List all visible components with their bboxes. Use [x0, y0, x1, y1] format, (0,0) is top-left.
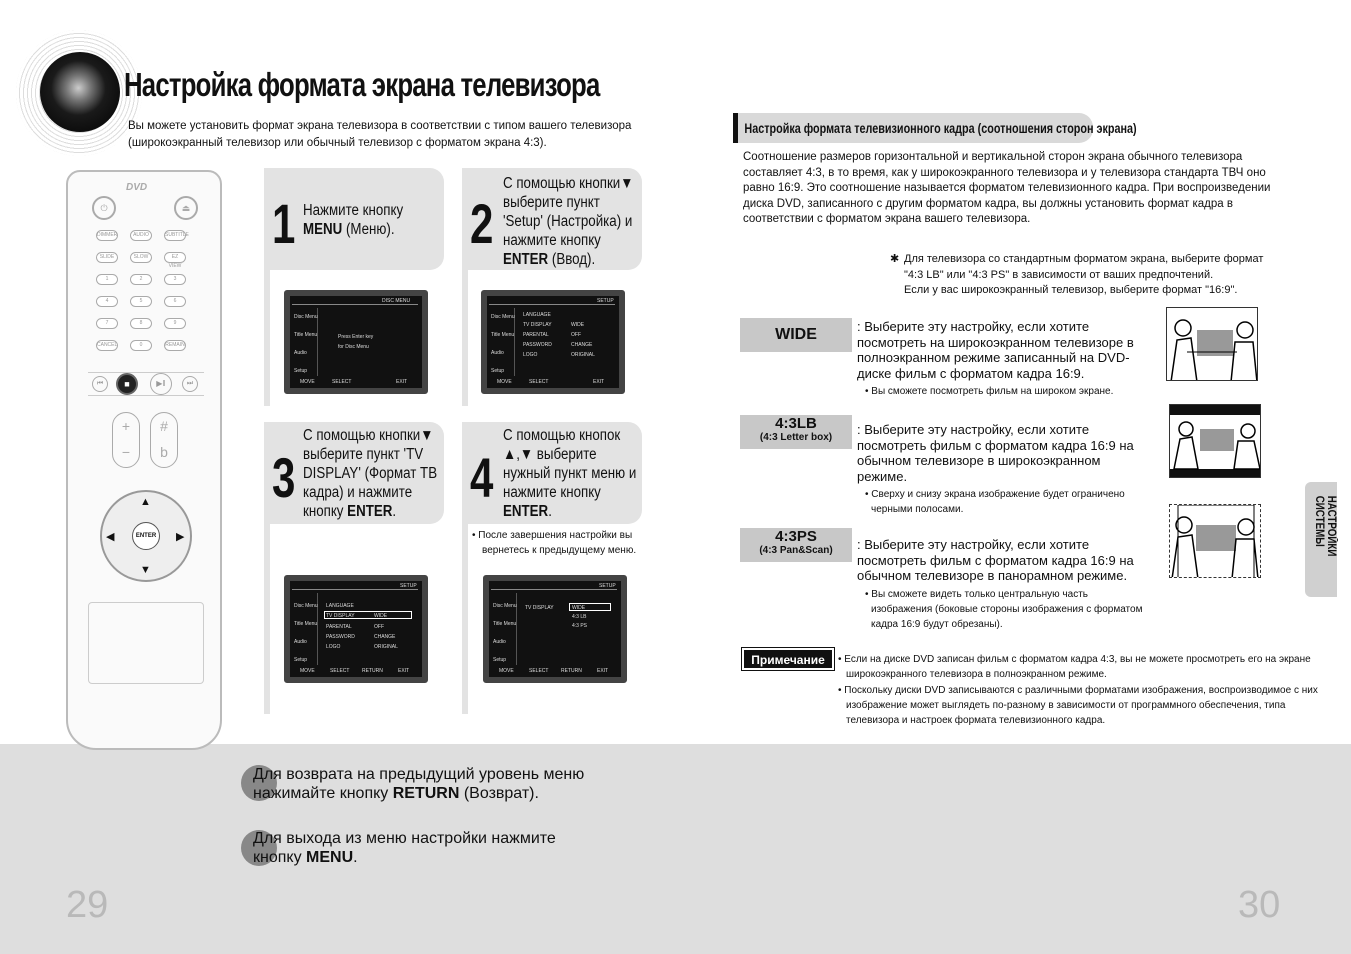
screen-3-side-item: Title Menu: [294, 621, 318, 627]
screen-step-4: [483, 575, 627, 683]
note-item: • Поскольку диски DVD записываются с различными форматами изображения, воспроизводимое с них изображение может выглядеть по-разному в зависимости от программного обеспечения, типа телевизора и настроек формата телевизионного кадра.: [838, 684, 1318, 727]
remote-button: DIMMER: [96, 230, 118, 241]
format-lb-label: [740, 415, 852, 449]
exit-hint: Для выхода из меню настройки нажмите кнопку MENU.: [253, 830, 556, 866]
screen-3-row: CHANGE: [374, 634, 396, 640]
screen-4-side-item: Title Menu: [493, 621, 517, 627]
step-2-text: С помощью кнопки▼ выберите пункт 'Setup' (Настройка) и нажмите кнопку ENTER (Ввод).: [503, 175, 634, 268]
format-wide-note: • Вы сможете посмотреть фильм на широком экране.: [865, 386, 1114, 397]
screen-4-footer: RETURN: [561, 668, 582, 674]
eject-icon: ⏏: [174, 196, 198, 220]
format-wide-desc-block: [857, 319, 1147, 399]
screen-2-side-item: Title Menu: [491, 332, 515, 338]
section-paragraph: Соотношение размеров горизонтальной и вертикальной сторон экрана обычного телевизора составляет 4:3, в то время, как у широкоэкранного телевизора и у телевизора стандарта ТВЧ оно равно 16:9. Это соотношение называется форматом телевизионного кадра. При воспроизведении диска DVD, записанного с другим форматом кадра, вы должны установить формат кадра в соответствии с форматом экрана вашего телевизора.: [743, 151, 1271, 225]
screen-3-footer: RETURN: [362, 668, 383, 674]
return-hint: Для возврата на предыдущий уровень меню нажимайте кнопку RETURN (Возврат).: [253, 766, 585, 802]
screen-4-side-item: Setup: [493, 657, 507, 663]
format-lb-desc-block: [857, 422, 1147, 517]
note-list: [838, 652, 1338, 728]
screen-1-side-item: Disc Menu: [294, 314, 318, 320]
screen-4-side-item: Audio: [493, 639, 506, 645]
step-4-note: • После завершения настройки вы вернетесь к предыдущему меню.: [472, 530, 637, 556]
step-3-number: 3: [272, 446, 296, 509]
next-icon: ⏭: [182, 376, 198, 392]
screen-2-row: TV DISPLAY: [523, 322, 552, 328]
screen-3-footer: SELECT: [330, 668, 350, 674]
speaker-icon: [40, 52, 120, 132]
screen-3-row: LOGO: [326, 644, 341, 650]
screen-3-row: ORIGINAL: [374, 644, 398, 650]
format-wide-label: WIDE: [740, 318, 852, 352]
step-1-text: Нажмите кнопку MENU (Меню).: [303, 202, 404, 238]
screen-3-row: PARENTAL: [326, 624, 352, 630]
screen-3-header: SETUP: [400, 583, 417, 589]
format-ps-label: [740, 528, 852, 562]
left-arrow-icon: ◀: [106, 531, 115, 543]
right-arrow-icon: ▶: [176, 531, 185, 543]
screen-1-msg: Press Enter key: [338, 334, 374, 340]
format-ps-note: • Вы сможете видеть только центральную часть изображения (боковые стороны изображения с форматом кадра 16:9 будут обрезаны).: [865, 588, 1143, 630]
screen-3-footer: MOVE: [300, 668, 315, 674]
step-3-text: С помощью кнопки▼ выберите пункт 'TV DISPLAY' (Формат ТВ кадра) и нажмите кнопку ENTER.: [303, 427, 438, 520]
screen-2-footer: EXIT: [593, 379, 605, 385]
power-icon: ⏻: [92, 196, 116, 220]
step-4-number: 4: [470, 446, 494, 509]
screen-step-3: [284, 575, 428, 683]
screen-4-footer: MOVE: [499, 668, 514, 674]
screen-1-footer: EXIT: [396, 379, 408, 385]
screen-2-side-item: Disc Menu: [491, 314, 515, 320]
remote-button: 1: [96, 274, 118, 285]
remote-button: CANCEL: [96, 340, 118, 351]
screen-1-side-item: Setup: [294, 368, 308, 374]
star-note-line: "4:3 LB" или "4:3 PS" в зависимости от ваших предпочтений.: [904, 268, 1214, 281]
screen-2-header: SETUP: [597, 298, 614, 304]
remote-button: 6: [164, 296, 186, 307]
screen-4-header: SETUP: [599, 583, 616, 589]
remote-button: 4: [96, 296, 118, 307]
star-note: [888, 252, 1298, 299]
screen-3-row: OFF: [374, 624, 384, 630]
transport-row: [88, 372, 204, 396]
enter-button-label: ENTER: [132, 522, 160, 550]
format-ps-desc-block: [857, 537, 1147, 632]
side-tab-label: НАСТРОЙКИ СИСТЕМЫ: [1313, 495, 1337, 557]
remote-button: 0: [130, 340, 152, 351]
remote-button: 8: [130, 318, 152, 329]
screen-2-row: CHANGE: [571, 342, 593, 348]
up-arrow-icon: ▲: [140, 496, 151, 508]
remote-control: [66, 170, 222, 750]
screen-2-footer: MOVE: [497, 379, 512, 385]
remote-button: SUBTITLE: [164, 230, 186, 241]
screen-2-row: LOGO: [523, 352, 538, 358]
section-heading: [733, 113, 1137, 143]
remote-bottom-panel: [88, 602, 204, 684]
wide-tv-image: [1166, 307, 1258, 381]
screen-3-row: TV DISPLAY: [326, 613, 355, 619]
side-tab: [1305, 482, 1337, 597]
panscan-tv-image: [1169, 504, 1261, 578]
screen-1-footer: MOVE: [300, 379, 315, 385]
step-1-number: 1: [272, 192, 296, 255]
screen-2-row: LANGUAGE: [523, 312, 551, 318]
dpad: [100, 490, 192, 582]
intro-text: Вы можете установить формат экрана телевизора в соответствии с типом вашего телевизора (широкоэкранный телевизор или обычный телевизор с форматом экрана 4:3).: [128, 120, 632, 149]
page-title: Настройка формата экрана телевизора: [124, 66, 600, 103]
remote-button: AUDIO: [130, 230, 152, 241]
remote-button: REMAIN: [164, 340, 186, 351]
screen-4-label: TV DISPLAY: [525, 605, 554, 611]
remote-button: 7: [96, 318, 118, 329]
format-ps-desc: : Выберите эту настройку, если хотите посмотреть фильм с форматом кадра 16:9 на обычном телевизоре в панорамном режиме.: [857, 537, 1134, 583]
screen-4-footer: SELECT: [529, 668, 549, 674]
note-badge: Примечание: [742, 648, 834, 670]
screen-1-header: DISC MENU: [382, 298, 411, 304]
format-ps-title: 4:3PS: [775, 528, 817, 545]
note-item: • Если на диске DVD записан фильм с форматом кадра 4:3, вы не можете просмотреть его на экране широкоэкранного телевизора в полноэкранном режиме.: [838, 654, 1311, 681]
star-note-line: Если у вас широкоэкранный телевизор, выберите формат "16:9".: [904, 284, 1238, 296]
screen-2-side-item: Setup: [491, 368, 505, 374]
section-heading-text: Настройка формата телевизионного кадра (соотношения сторон экрана): [744, 121, 1137, 136]
screen-4-option: 4:3 LB: [572, 614, 587, 620]
screen-2-row: ORIGINAL: [571, 352, 595, 358]
screen-4-footer: EXIT: [597, 668, 609, 674]
star-note-line: Для телевизора со стандартным форматом экрана, выберите формат: [904, 253, 1264, 265]
step-4-text: С помощью кнопок ▲,▼ выберите нужный пункт меню и нажмите кнопку ENTER.: [503, 427, 637, 520]
step-3-stripe: [264, 524, 270, 714]
screen-3-footer: EXIT: [398, 668, 410, 674]
step-1-stripe: [264, 270, 270, 406]
screen-4-option: 4:3 PS: [572, 623, 588, 629]
tuning-rocker: # b: [150, 412, 178, 468]
format-lb-sub: (4:3 Letter box): [759, 432, 833, 443]
screen-1-footer: SELECT: [332, 379, 352, 385]
page-number-right: 30: [1238, 884, 1281, 926]
star-icon: ✱: [890, 253, 900, 265]
bottom-band: [0, 744, 1351, 954]
screen-2-row: PASSWORD: [523, 342, 552, 348]
step-2-stripe: [462, 270, 468, 406]
screen-3-side-item: Setup: [294, 657, 308, 663]
step-2-number: 2: [470, 192, 494, 255]
format-lb-desc: : Выберите эту настройку, если хотите посмотреть фильм с форматом кадра 16:9 на обычном телевизоре в широкоэкранном режиме.: [857, 422, 1134, 484]
screen-1-msg: for Disc Menu: [338, 344, 369, 350]
screen-3-side-item: Audio: [294, 639, 307, 645]
remote-button: EZ VIEW: [164, 252, 186, 263]
remote-button: SLOW: [130, 252, 152, 263]
remote-button: 2: [130, 274, 152, 285]
screen-3-row: PASSWORD: [326, 634, 355, 640]
screen-2-row: OFF: [571, 332, 581, 338]
volume-rocker: + −: [112, 412, 140, 468]
screen-step-2: [481, 290, 625, 394]
screen-3-side-item: Disc Menu: [294, 603, 318, 609]
letterbox-tv-image: [1169, 404, 1261, 478]
screen-2-row: WIDE: [571, 322, 585, 328]
format-ps-sub: (4:3 Pan&Scan): [759, 545, 833, 556]
format-lb-note: • Сверху и снизу экрана изображение будет ограничено черными полосами.: [865, 489, 1125, 515]
format-wide-desc: : Выберите эту настройку, если хотите посмотреть на широкоэкранном телевизоре в полноэкранном режиме записанный на DVD-диске фильм с форматом кадра 16:9.: [857, 319, 1134, 381]
screen-1-side-item: Title Menu: [294, 332, 318, 338]
format-lb-title: 4:3LB: [775, 415, 817, 432]
remote-button: 3: [164, 274, 186, 285]
remote-brand: DVD: [126, 182, 148, 193]
screen-1-side-item: Audio: [294, 350, 307, 356]
remote-button: 9: [164, 318, 186, 329]
page-number-left: 29: [66, 884, 109, 926]
screen-2-row: PARENTAL: [523, 332, 549, 338]
screen-3-row: WIDE: [374, 613, 388, 619]
stop-icon: ■: [116, 373, 138, 395]
screen-step-1: [284, 290, 428, 394]
screen-4-option: WIDE: [572, 605, 586, 611]
screen-3-row: LANGUAGE: [326, 603, 354, 609]
screen-2-side-item: Audio: [491, 350, 504, 356]
screen-2-footer: SELECT: [529, 379, 549, 385]
remote-button: 5: [130, 296, 152, 307]
step-4-stripe: [462, 524, 468, 714]
remote-button: SLIDE: [96, 252, 118, 263]
prev-icon: ⏮: [92, 376, 108, 392]
down-arrow-icon: ▼: [140, 564, 151, 576]
play-pause-icon: ▶‖: [150, 373, 172, 395]
screen-4-side-item: Disc Menu: [493, 603, 517, 609]
